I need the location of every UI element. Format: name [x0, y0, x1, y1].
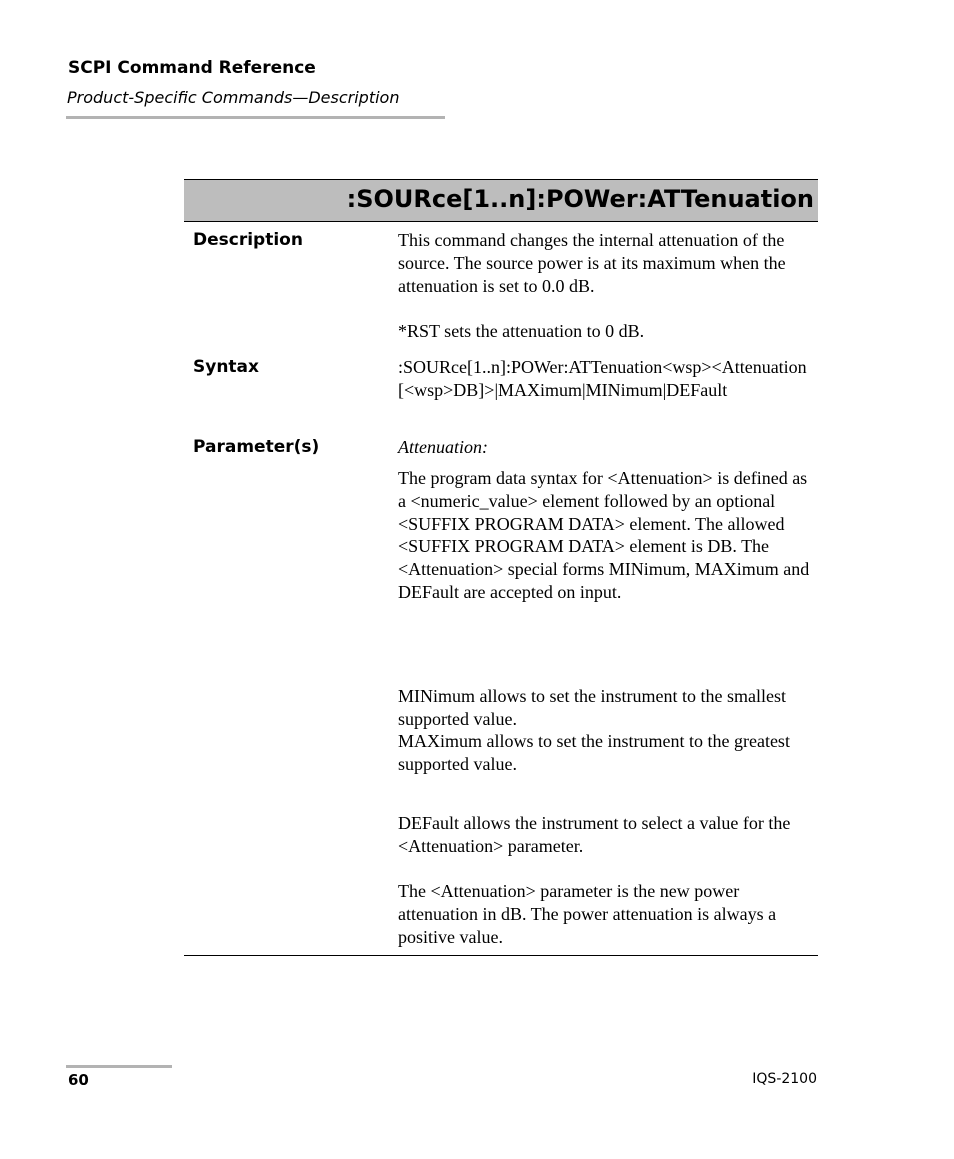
rst-text: *RST sets the attenuation to 0 dB. — [398, 321, 645, 341]
attenuation-value-text: The <Attenuation> parameter is the new power attenuation in dB. The power attenuation is always a positive value. — [398, 881, 777, 947]
page-number: 60 — [68, 1071, 89, 1089]
section-title: SCPI Command Reference — [68, 58, 316, 78]
syntax-label: Syntax — [193, 357, 259, 377]
minimum-text: MINimum allows to set the instrument to the smallest supported value. — [398, 686, 786, 729]
description-label: Description — [193, 230, 303, 250]
product-name: IQS-2100 — [752, 1071, 817, 1087]
parameter-syntax-text: The program data syntax for <Attenuation> is defined as a <numeric_value> element followed by an optional <SUFFIX PROGRAM DATA> element. The allowed <SUFFIX PROGRAM DATA> element is DB. The <Attenuation> special forms MINimum, MAXimum and DEFault are accepted on input. — [398, 468, 810, 602]
header-rule — [66, 116, 445, 119]
description-text: This command changes the internal attenuation of the source. The source power is at its maximum when the attenuation is set to 0.0 dB. — [398, 230, 786, 296]
parameters-label: Parameter(s) — [193, 437, 320, 457]
command-title: :SOURce[1..n]:POWer:ATTenuation — [346, 185, 814, 213]
default-text: DEFault allows the instrument to select a value for the <Attenuation> parameter. — [398, 813, 791, 856]
parameter-name: Attenuation: — [398, 437, 488, 457]
table-bottom-rule — [184, 955, 818, 956]
syntax-text: :SOURce[1..n]:POWer:ATTenuation<wsp><Attenuation[<wsp>DB]>|MAXimum|MINimum|DEFault — [398, 357, 807, 400]
section-subtitle: Product-Specific Commands—Description — [67, 88, 400, 107]
footer-rule — [66, 1065, 172, 1068]
maximum-text: MAXimum allows to set the instrument to the greatest supported value. — [398, 731, 790, 774]
command-title-bar — [184, 179, 818, 222]
